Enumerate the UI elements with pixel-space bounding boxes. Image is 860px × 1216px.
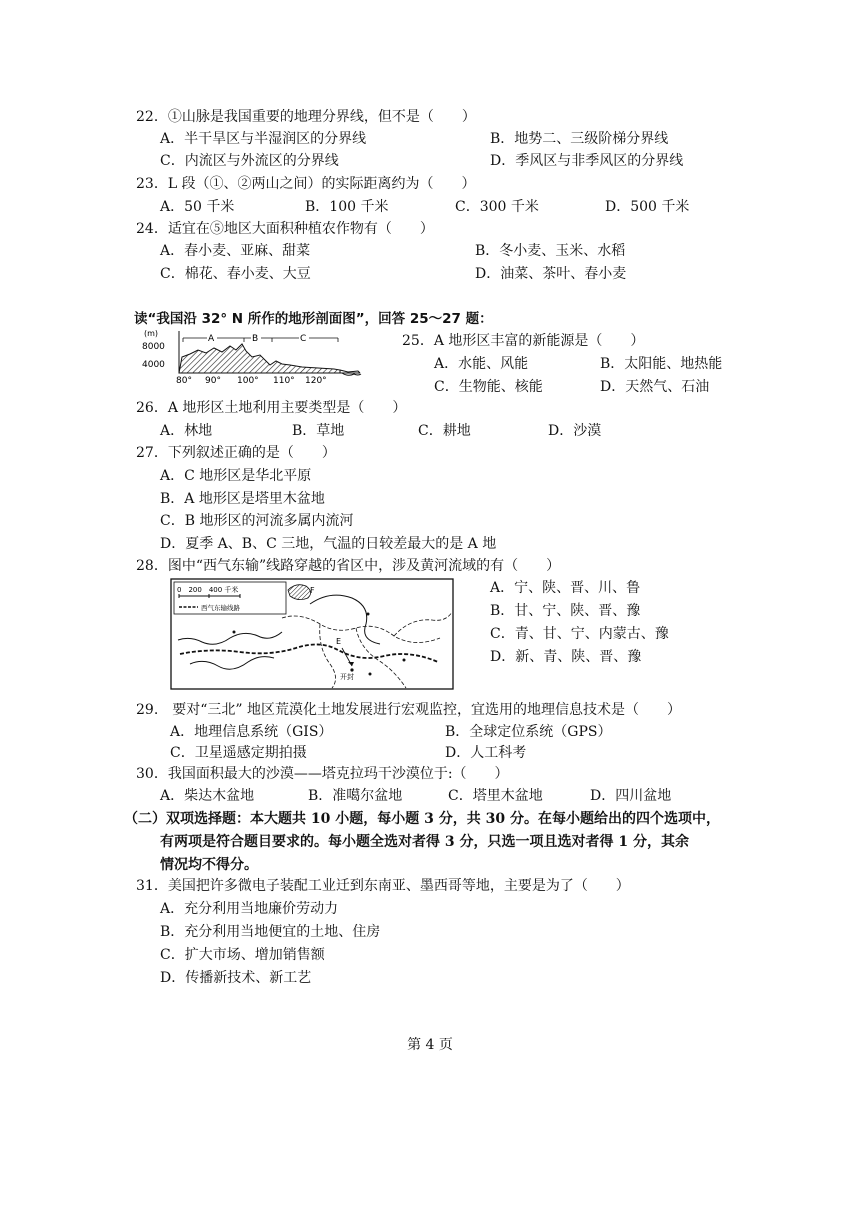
q26-option-a: A．林地 <box>160 423 213 439</box>
q31-option-a: A．充分利用当地廉价劳动力 <box>160 901 339 917</box>
q24-stem: 24．适宜在⑤地区大面积种植农作物有（ ） <box>136 221 434 237</box>
q22-option-c: C．内流区与外流区的分界线 <box>160 153 339 169</box>
x-tick-110: 110° <box>273 376 295 385</box>
q22-option-b: B．地势二、三级阶梯分界线 <box>490 131 669 147</box>
map-point-e: E <box>336 637 342 646</box>
x-tick-120: 120° <box>305 376 327 385</box>
map-point-f: F <box>310 586 315 595</box>
map-dot <box>369 673 372 676</box>
y-tick-4000: 4000 <box>142 360 165 370</box>
q30-option-c: C．塔里木盆地 <box>448 788 543 804</box>
q26-option-c: C．耕地 <box>418 423 471 439</box>
section2-heading-line3: 情况均不得分。 <box>160 857 258 873</box>
q31-option-b: B．充分利用当地便宜的土地、住房 <box>160 924 381 940</box>
q26-stem: 26．A 地形区土地利用主要类型是（ ） <box>136 400 407 416</box>
kaifeng-dot <box>350 668 353 671</box>
q25-option-d: D．天然气、石油 <box>600 379 710 395</box>
region-label-a: A <box>208 334 215 344</box>
q28-option-b: B．甘、宁、陕、晋、豫 <box>490 603 641 619</box>
map-city-kaifeng: 开封 <box>340 673 354 681</box>
y-tick-8000: 8000 <box>142 342 165 352</box>
q24-option-b: B．冬小麦、玉米、水稻 <box>475 243 626 259</box>
x-tick-100: 100° <box>237 376 259 385</box>
q28-stem: 28．图中“西气东输”线路穿越的省区中，涉及黄河流域的有（ ） <box>136 558 561 574</box>
desert-area <box>288 585 311 600</box>
q29-option-d: D．人工科考 <box>445 745 527 761</box>
q24-option-c: C．棉花、春小麦、大豆 <box>160 266 311 282</box>
map-scale-label: 0 200 400 千米 <box>177 586 239 594</box>
region-label-b: B <box>252 334 259 344</box>
q28-option-d: D．新、青、陕、晋、豫 <box>490 649 642 665</box>
q27-stem: 27．下列叙述正确的是（ ） <box>136 445 336 461</box>
q28-option-c: C．青、甘、宁、内蒙古、豫 <box>490 626 669 642</box>
q22-option-d: D．季风区与非季风区的分界线 <box>490 153 684 169</box>
q30-option-a: A．柴达木盆地 <box>160 788 255 804</box>
x-tick-80: 80° <box>176 376 192 385</box>
y-unit-label: (m) <box>144 329 159 338</box>
read-intro: 读“我国沿 32° N 所作的地形剖面图”，回答 25～27 题： <box>134 311 493 327</box>
q31-option-d: D．传播新技术、新工艺 <box>160 970 312 986</box>
q31-stem: 31．美国把许多微电子装配工业迁到东南亚、墨西哥等地，主要是为了（ ） <box>136 878 630 894</box>
q30-stem: 30．我国面积最大的沙漠——塔克拉玛干沙漠位于:（ ） <box>136 766 509 782</box>
map-dot <box>403 659 406 662</box>
q26-option-b: B．草地 <box>292 423 345 439</box>
q23-option-d: D．500 千米 <box>605 199 690 215</box>
section2-heading-line2: 有两项是符合题目要求的。每小题全选对者得 3 分，只选一项且选对者得 1 分，其余 <box>160 834 689 850</box>
section2-heading-line1: （二）双项选择题：本大题共 10 小题，每小题 3 分，共 30 分。在每小题给出的四个选项中， <box>124 811 720 827</box>
map-dot <box>233 631 236 634</box>
terrain-profile-figure <box>142 327 364 385</box>
q27-option-c: C．B 地形区的河流多属内流河 <box>160 513 354 529</box>
q25-stem: 25．A 地形区丰富的新能源是（ ） <box>402 333 645 349</box>
terrain-profile-shape <box>179 344 340 373</box>
q27-option-a: A．C 地形区是华北平原 <box>160 468 312 484</box>
q29-option-c: C．卫星遥感定期拍摄 <box>170 745 307 761</box>
x-tick-90: 90° <box>205 376 221 385</box>
west-east-gas-map <box>170 578 454 690</box>
page-number: 第 4 页 <box>407 1037 453 1053</box>
q22-option-a: A．半干旱区与半湿润区的分界线 <box>160 131 367 147</box>
q26-option-d: D．沙漠 <box>548 423 602 439</box>
q27-option-b: B．A 地形区是塔里木盆地 <box>160 491 325 507</box>
q23-option-c: C．300 千米 <box>455 199 539 215</box>
q27-option-d: D．夏季 A、B、C 三地，气温的日较差最大的是 A 地 <box>160 536 497 552</box>
q29-stem: 29. 要对“三北” 地区荒漠化土地发展进行宏观监控，宜选用的地理信息技术是（ ） <box>136 702 682 718</box>
map-legend-label: 西气东输线路 <box>201 604 240 612</box>
q23-option-b: B．100 千米 <box>305 199 389 215</box>
q25-option-c: C．生物能、核能 <box>434 379 543 395</box>
q30-option-b: B．准噶尔盆地 <box>308 788 403 804</box>
q25-option-a: A．水能、风能 <box>434 356 529 372</box>
q31-option-c: C．扩大市场、增加销售额 <box>160 947 325 963</box>
q28-option-a: A．宁、陕、晋、川、鲁 <box>490 580 641 596</box>
q24-option-a: A．春小麦、亚麻、甜菜 <box>160 243 311 259</box>
q22-stem: 22．①山脉是我国重要的地理分界线，但不是（ ） <box>136 109 476 125</box>
q23-stem: 23．L 段（①、②两山之间）的实际距离约为（ ） <box>136 176 476 192</box>
q25-option-b: B．太阳能、地热能 <box>600 356 723 372</box>
q30-option-d: D．四川盆地 <box>590 788 672 804</box>
q24-option-d: D．油菜、茶叶、春小麦 <box>475 266 627 282</box>
q29-option-b: B．全球定位系统（GPS） <box>445 724 612 740</box>
map-dot <box>367 613 370 616</box>
region-label-c: C <box>300 334 307 344</box>
q23-option-a: A．50 千米 <box>160 199 235 215</box>
q29-option-a: A．地理信息系统（GIS） <box>170 724 333 740</box>
